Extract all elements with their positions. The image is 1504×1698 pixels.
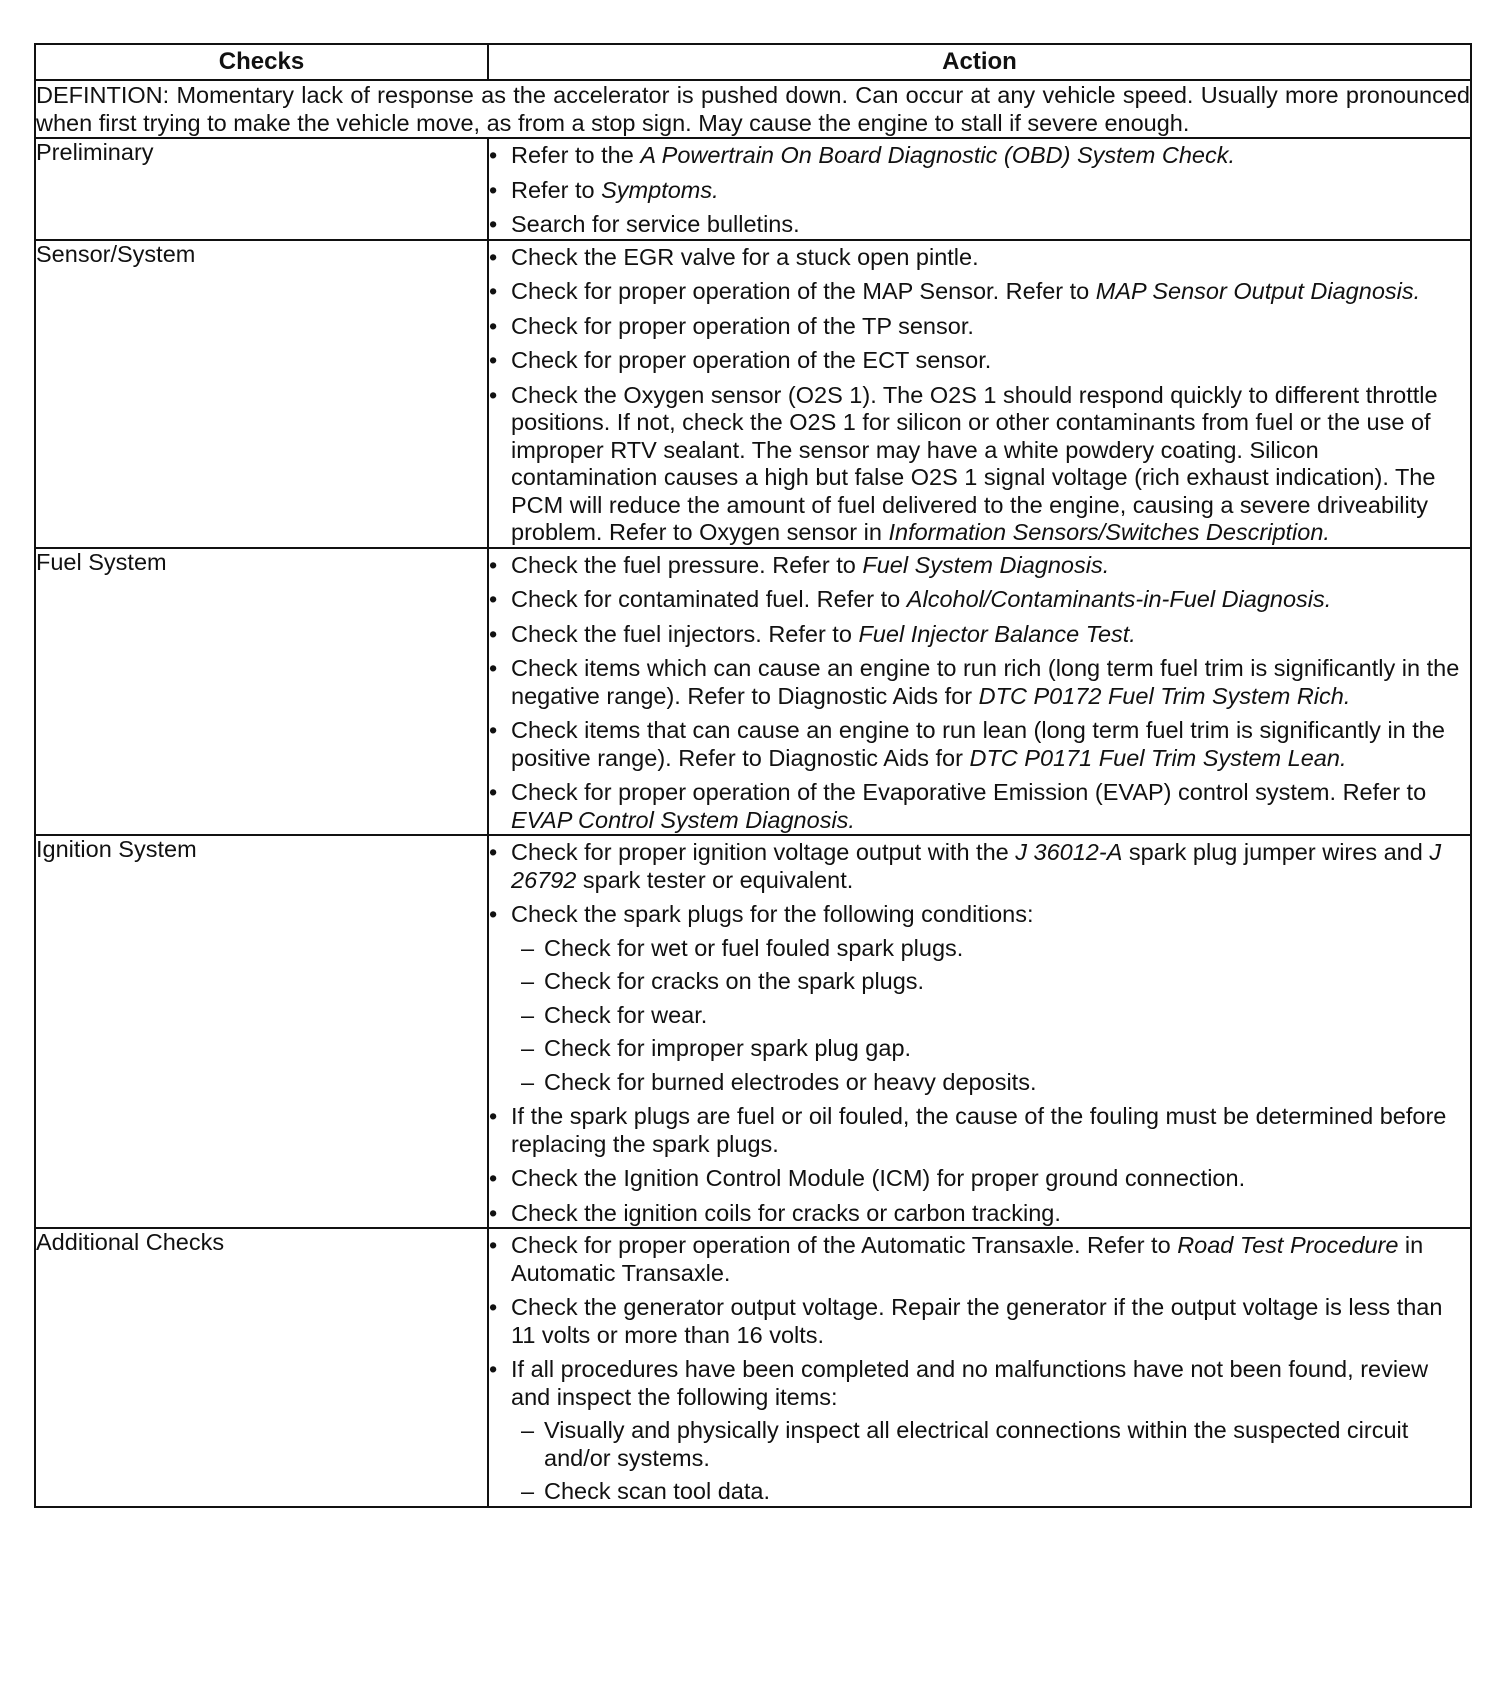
reference-link-text: Fuel Injector Balance Test.	[858, 620, 1136, 647]
action-cell	[488, 548, 1471, 836]
check-cell: Additional Checks	[35, 1228, 488, 1507]
check-cell: Ignition System	[35, 835, 488, 1228]
action-item: • Check for proper operation of the Automatic Transaxle. Refer to Road Test Procedure in Automatic Transaxle.	[489, 1232, 1424, 1286]
reference-link-text: J 36012-A	[1015, 839, 1123, 865]
action-item: • Check for contaminated fuel. Refer to Alcohol/Contaminants-in-Fuel Diagnosis.	[489, 586, 1332, 612]
action-cell	[488, 835, 1471, 1228]
bullet-icon: •	[489, 176, 498, 203]
bullet-icon: •	[489, 620, 498, 647]
bullet-icon: •	[489, 1232, 498, 1258]
bullet-icon: •	[489, 655, 498, 681]
bullet-icon: •	[489, 717, 498, 743]
sub-action-item: – Check for wear.	[521, 1001, 708, 1028]
sub-action-item: – Visually and physically inspect all electrical connections within the suspected circuit and/or systems.	[521, 1417, 1409, 1471]
diagnostic-table	[34, 43, 1472, 1508]
table-row	[35, 1228, 1471, 1507]
action-item: • Check for proper operation of the Evaporative Emission (EVAP) control system. Refer to EVAP Control System Diagnosis.	[489, 779, 1427, 833]
action-item: • Check the ignition coils for cracks or carbon tracking.	[489, 1199, 1061, 1226]
check-cell: Fuel System	[35, 548, 488, 836]
action-cell	[488, 138, 1471, 240]
action-cell	[488, 240, 1471, 548]
action-item: • Check the fuel pressure. Refer to Fuel System Diagnosis.	[489, 551, 1110, 578]
bullet-icon: •	[489, 211, 498, 237]
table-row	[35, 138, 1471, 240]
action-item: • Check the fuel injectors. Refer to Fuel Injector Balance Test.	[489, 620, 1136, 647]
bullet-icon: •	[489, 243, 498, 270]
sub-action-item: – Check for improper spark plug gap.	[521, 1035, 912, 1061]
action-item: • Check items that can cause an engine to run lean (long term fuel trim is significantly in the positive range). Refer to Diagnostic Aids for DTC P0171 Fuel Trim System Lean.	[489, 717, 1445, 771]
definition-row	[35, 80, 1471, 138]
dash-icon: –	[521, 1068, 535, 1095]
dash-icon: –	[521, 968, 535, 994]
check-cell: Sensor/System	[35, 240, 488, 548]
bullet-icon: •	[489, 586, 498, 612]
action-cell	[488, 1228, 1471, 1507]
bullet-icon: •	[489, 901, 498, 927]
bullet-icon: •	[489, 1294, 498, 1320]
action-item: • Check the Ignition Control Module (ICM) for proper ground connection.	[489, 1165, 1246, 1191]
action-item: • If all procedures have been completed and no malfunctions have not been found, review and inspect the following items:	[489, 1356, 1429, 1410]
action-item: • Check for proper operation of the ECT sensor.	[489, 347, 992, 373]
bullet-icon: •	[489, 1356, 498, 1382]
reference-link-text: Information Sensors/Switches Description.	[888, 519, 1330, 545]
sub-action-item: – Check for wet or fuel fouled spark plugs.	[521, 934, 964, 961]
action-item: • Search for service bulletins.	[489, 211, 800, 237]
header-action: Action	[488, 44, 1471, 80]
dash-icon: –	[521, 934, 535, 961]
reference-link-text: MAP Sensor Output Diagnosis.	[1095, 278, 1421, 304]
reference-link-text: J 26792	[511, 839, 1442, 893]
table-row	[35, 240, 1471, 548]
table-row	[35, 548, 1471, 836]
action-item: • Check for proper operation of the TP sensor.	[489, 312, 974, 339]
reference-link-text: Fuel System Diagnosis.	[862, 551, 1110, 578]
reference-link-text: EVAP Control System Diagnosis.	[511, 806, 855, 833]
check-cell: Preliminary	[35, 138, 488, 240]
action-item: • Check for proper ignition voltage output with the J 36012-A spark plug jumper wires and J 26792 spark tester or equivalent.	[489, 839, 1442, 893]
bullet-icon: •	[489, 312, 498, 339]
action-item: • Check the EGR valve for a stuck open pintle.	[489, 243, 979, 270]
action-item: • Check for proper operation of the MAP Sensor. Refer to MAP Sensor Output Diagnosis.	[489, 278, 1421, 304]
reference-link-text: Road Test Procedure	[1177, 1232, 1399, 1258]
header-checks: Checks	[35, 44, 488, 80]
reference-link-text: DTC P0171 Fuel Trim System Lean.	[969, 744, 1347, 771]
header-row	[35, 44, 1471, 80]
action-item: • Refer to Symptoms.	[489, 176, 719, 203]
reference-link-text: Alcohol/Contaminants-in-Fuel Diagnosis.	[906, 586, 1332, 612]
dash-icon: –	[521, 1035, 535, 1061]
action-item: • If the spark plugs are fuel or oil fouled, the cause of the fouling must be determined before replacing the spark plugs.	[489, 1103, 1447, 1157]
bullet-icon: •	[489, 142, 498, 168]
reference-link-text: A Powertrain On Board Diagnostic (OBD) System Check.	[640, 142, 1235, 168]
bullet-icon: •	[489, 1199, 498, 1226]
reference-link-text: DTC P0172 Fuel Trim System Rich.	[978, 682, 1351, 709]
bullet-icon: •	[489, 839, 498, 865]
bullet-icon: •	[489, 381, 498, 408]
sub-action-item: – Check for burned electrodes or heavy deposits.	[521, 1068, 1037, 1095]
dash-icon: –	[521, 1001, 535, 1028]
bullet-icon: •	[489, 551, 498, 578]
sub-action-item: – Check scan tool data.	[521, 1478, 770, 1504]
definition-text: DEFINTION: Momentary lack of response as the accelerator is pushed down. Can occur at any vehicle speed. Usually more pronounced when first trying to make the vehicle move, as from a stop sign. May cause the engine to stall if severe enough.	[36, 82, 1470, 136]
bullet-icon: •	[489, 347, 498, 373]
action-item: • Check the Oxygen sensor (O2S 1). The O2S 1 should respond quickly to different throttle positions. If not, check the O2S 1 for silicon or other contaminants from fuel or the use of improper RTV sealant. The sensor may have a white powdery coating. Silicon contamination causes a high but false O2S 1 signal voltage (rich exhaust indication). The PCM will reduce the amount of fuel delivered to the engine, causing a severe driveability problem. Refer to Oxygen sensor in Information Sensors/Switches Description.	[489, 381, 1438, 545]
dash-icon: –	[521, 1478, 535, 1504]
table-row	[35, 835, 1471, 1228]
dash-icon: –	[521, 1417, 535, 1443]
sub-action-item: – Check for cracks on the spark plugs.	[521, 968, 925, 994]
bullet-icon: •	[489, 1103, 498, 1129]
action-item: • Check the spark plugs for the following conditions:	[489, 901, 1034, 927]
reference-link-text: Symptoms.	[601, 176, 719, 203]
action-item: • Check the generator output voltage. Repair the generator if the output voltage is less than 11 volts or more than 16 volts.	[489, 1294, 1443, 1348]
bullet-icon: •	[489, 278, 498, 304]
bullet-icon: •	[489, 1165, 498, 1191]
action-item: • Refer to the A Powertrain On Board Diagnostic (OBD) System Check.	[489, 142, 1235, 168]
action-item: • Check items which can cause an engine to run rich (long term fuel trim is significantly in the negative range). Refer to Diagnostic Aids for DTC P0172 Fuel Trim System Rich.	[489, 655, 1460, 709]
bullet-icon: •	[489, 779, 498, 805]
